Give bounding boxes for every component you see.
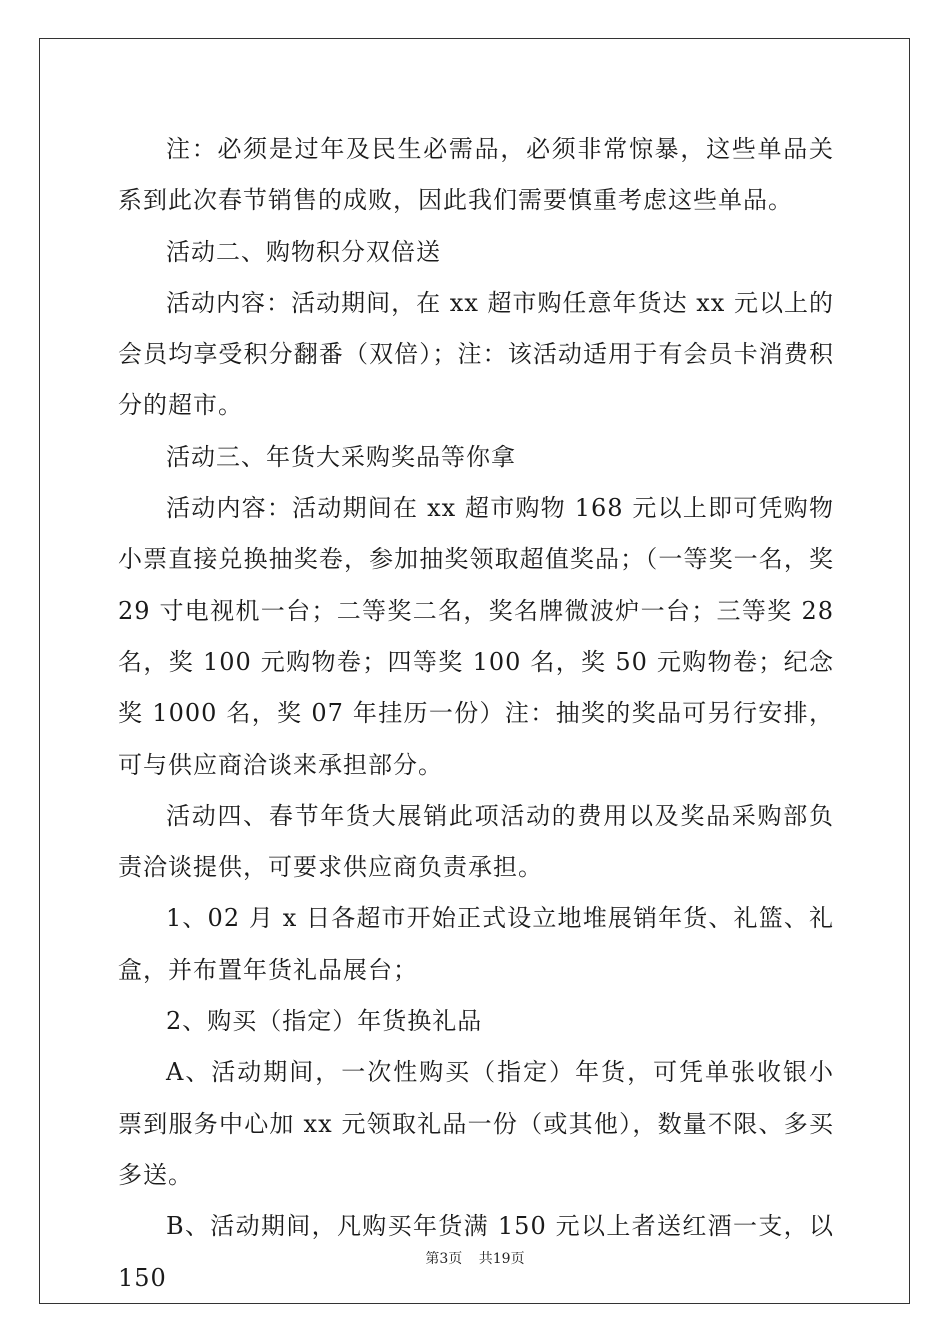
document-body (118, 124, 834, 1304)
page-footer (0, 1248, 950, 1268)
paragraph: B、活动期间，凡购买年货满 150 元以上者送红酒一支，以 150 (118, 1212, 834, 1292)
paragraph: 活动内容：活动期间，在 xx 超市购任意年货达 xx 元以上的会员均享受积分翻番（双倍）；注：该活动适用于有会员卡消费积分的超市。 (118, 288, 834, 420)
paragraph: 2、购买（指定）年货换礼品 (166, 1007, 483, 1036)
paragraph: 活动内容：活动期间在 xx 超市购物 168 元以上即可凭购物小票直接兑换抽奖卷，参加抽奖领取超值奖品；（一等奖一名，奖 29 寸电视机一台；二等奖二名，奖名牌微波炉一台；三等奖 28 名，奖 100 元购物卷；四等奖 100 名，奖 50 元购物卷；纪念奖 1000 名，奖 07 年挂历一份）注：抽奖的奖品可另行安排，可与供应商洽谈来承担部分。 (118, 494, 834, 779)
paragraph: 注：必须是过年及民生必需品，必须非常惊暴，这些单品关系到此次春节销售的成败，因此我们需要慎重考虑这些单品。 (118, 135, 834, 215)
paragraph: A、活动期间，一次性购买（指定）年货，可凭单张收银小票到服务中心加 xx 元领取礼品一份（或其他），数量不限、多买多送。 (118, 1058, 834, 1189)
paragraph: 活动四、春节年货大展销此项活动的费用以及奖品采购部负责洽谈提供，可要求供应商负责承担。 (118, 801, 834, 882)
paragraph: 1、02 月 x 日各超市开始正式设立地堆展销年货、礼篮、礼盒，并布置年货礼品展台； (118, 904, 834, 984)
page-number: 第3页 (425, 1251, 463, 1267)
paragraph: 活动二、购物积分双倍送 (166, 237, 441, 266)
page-total: 共19页 (478, 1251, 525, 1267)
paragraph: 活动三、年货大采购奖品等你拿 (166, 442, 516, 471)
